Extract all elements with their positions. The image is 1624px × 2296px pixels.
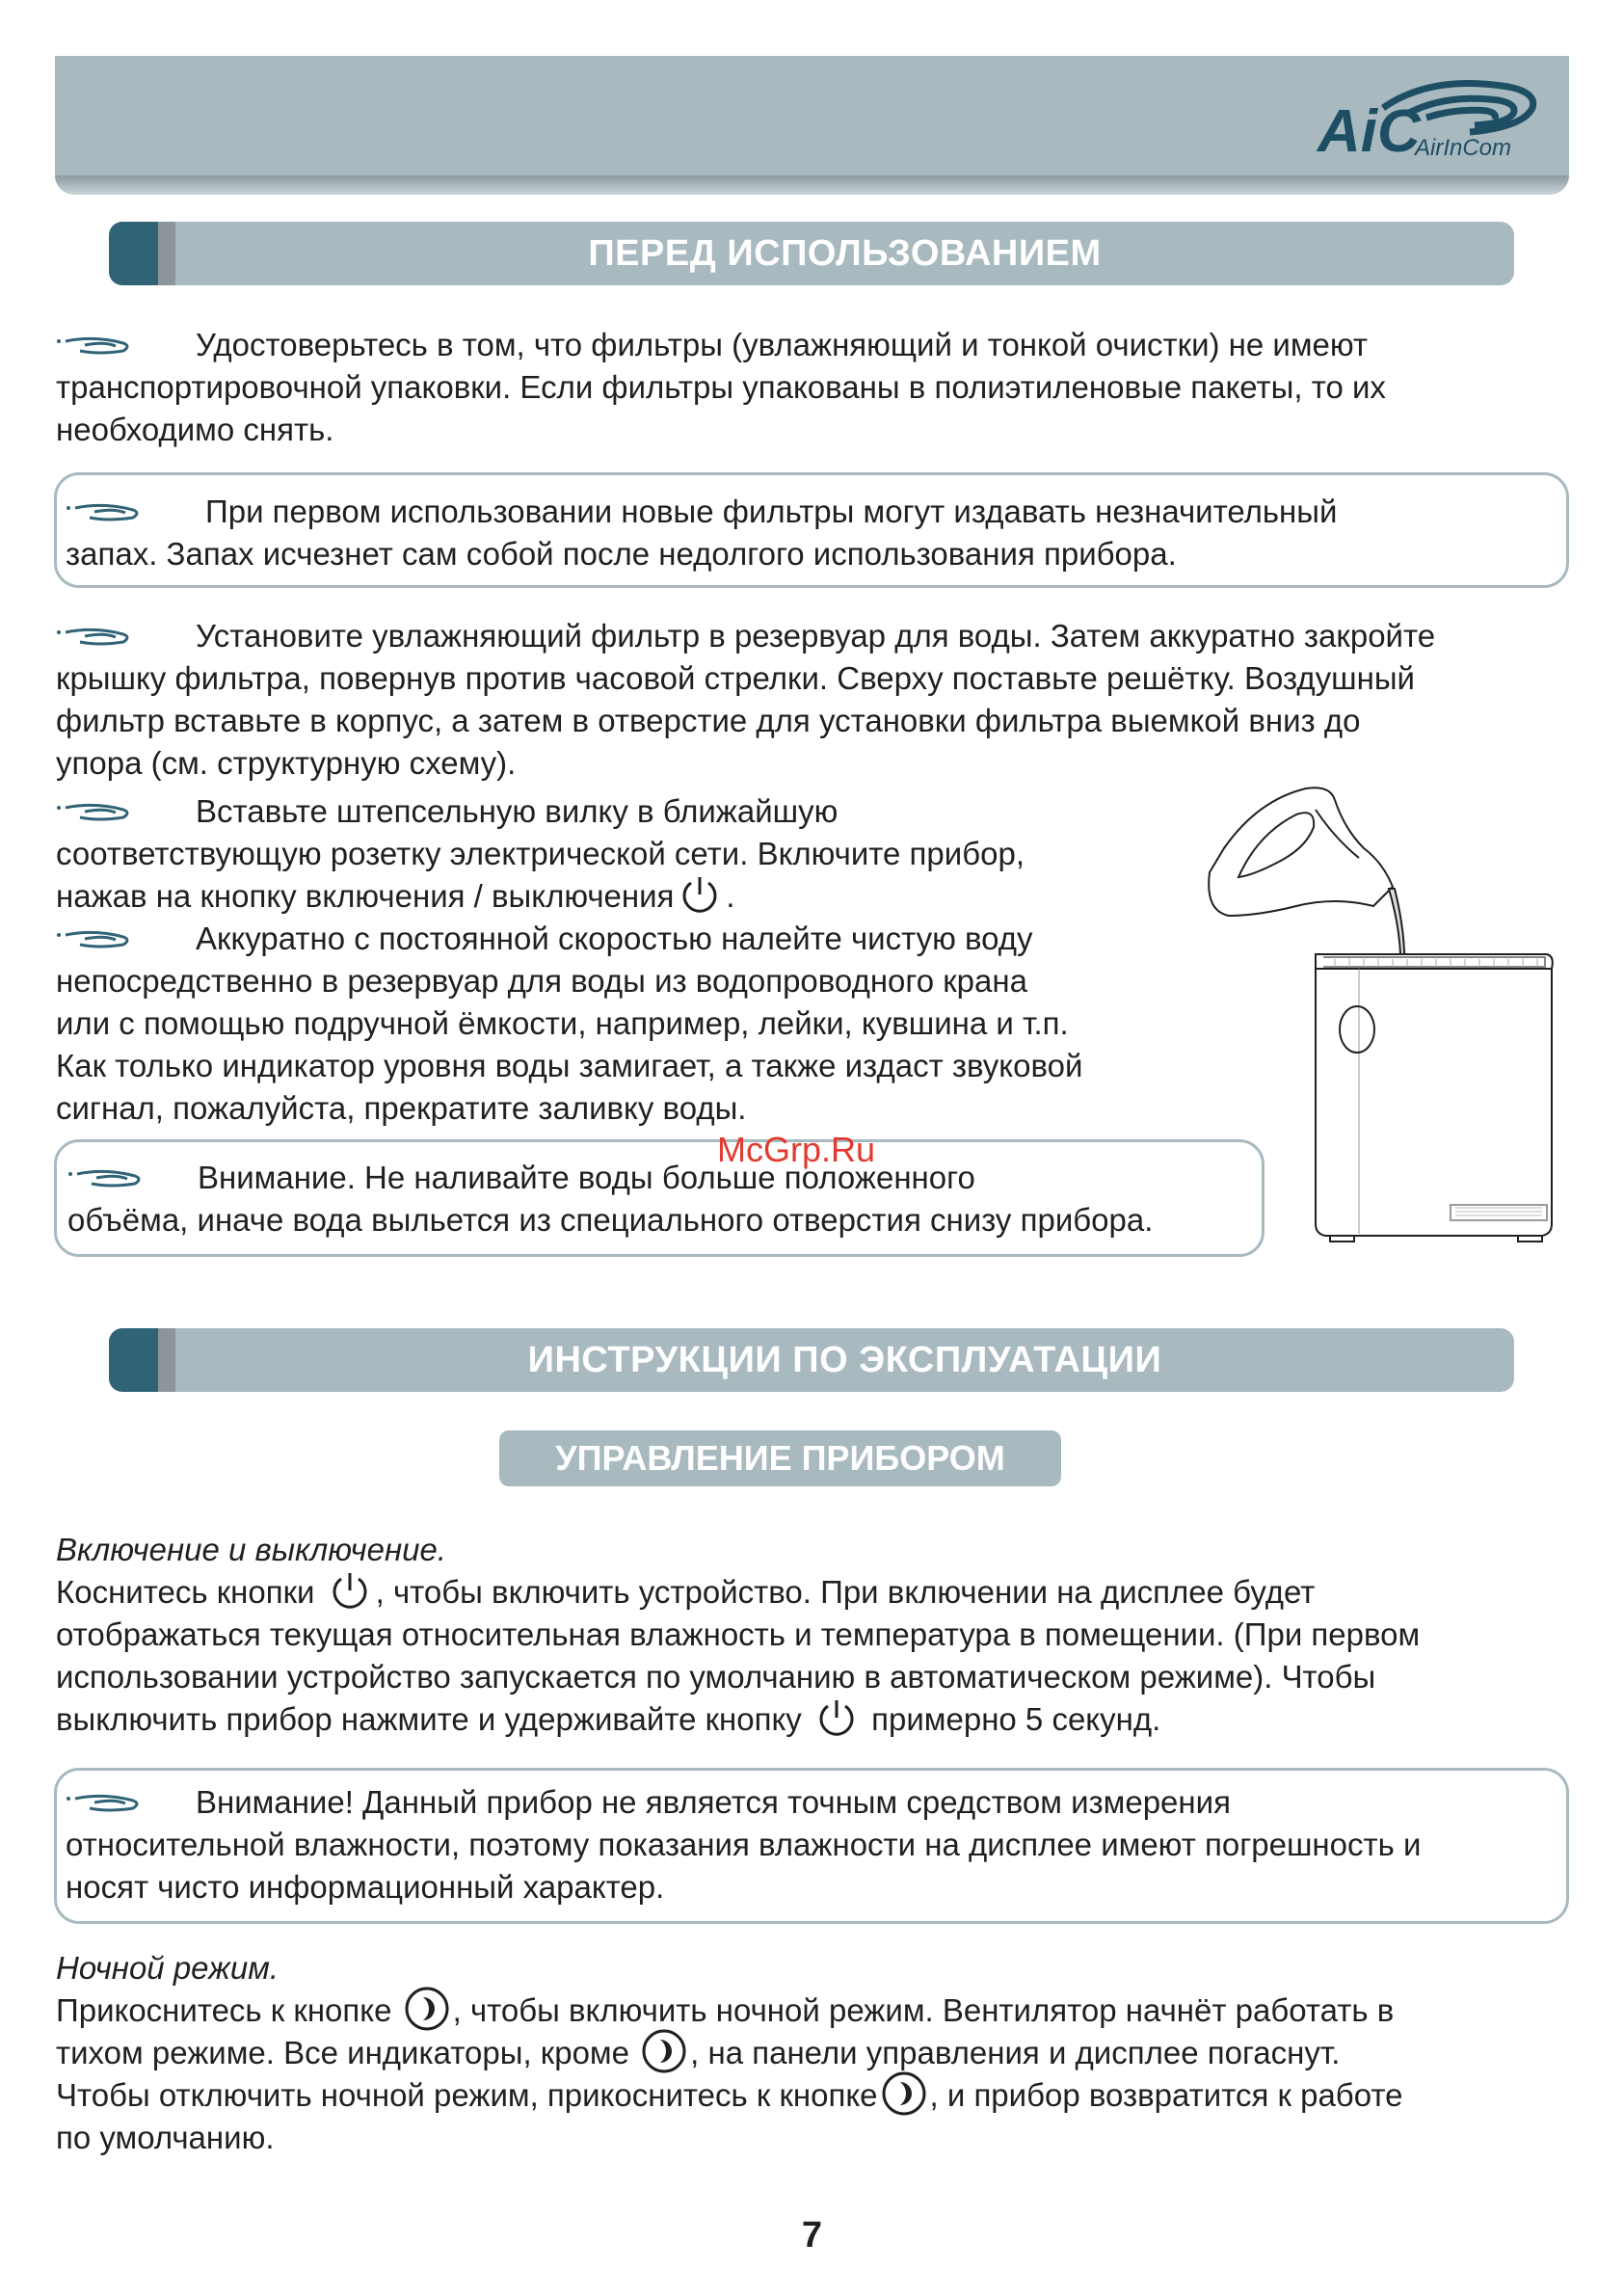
section-title: ИНСТРУКЦИИ ПО ЭКСПЛУАТАЦИИ xyxy=(527,1339,1162,1380)
text-line: тихом режиме. Все индикаторы, кроме xyxy=(56,2035,629,2070)
section-bar-accent xyxy=(109,1328,158,1392)
text-line: сигнал, пожалуйста, прекратите заливку воды. xyxy=(56,1090,747,1126)
text-line: необходимо снять. xyxy=(56,412,334,447)
night-mode-icon xyxy=(641,2028,687,2074)
paragraph-plug-in xyxy=(56,790,1025,918)
power-icon xyxy=(327,1567,373,1614)
logo-subtitle: AirInCom xyxy=(1415,135,1512,161)
logo-text: AiC xyxy=(1318,98,1421,165)
text-line: объёма, иначе вода выльется из специального отверстия снизу прибора. xyxy=(67,1202,1154,1238)
text-line: выключить прибор нажмите и удерживайте кнопку xyxy=(56,1701,802,1737)
text-line: Аккуратно с постоянной скоростью налейте чистую воду xyxy=(196,921,1033,956)
text-line: , и прибор возвратится к работе xyxy=(929,2077,1403,2113)
text-line: относительной влажности, поэтому показания влажности на дисплее имеют погрешность и xyxy=(66,1827,1422,1862)
text-line: , на панели управления и дисплее погаснут. xyxy=(690,2035,1341,2070)
text-line: При первом использовании новые фильтры могут издавать незначительный xyxy=(205,494,1338,529)
section-title: ПЕРЕД ИСПОЛЬЗОВАНИЕМ xyxy=(588,232,1102,274)
subsection-title-device-control: УПРАВЛЕНИЕ ПРИБОРОМ xyxy=(499,1430,1061,1486)
text-line: Вставьте штепсельную вилку в ближайшую xyxy=(196,793,839,829)
text-line: запах. Запах исчезнет сам собой после недолгого использования прибора. xyxy=(66,536,1177,572)
watermark-text: McGrp.Ru xyxy=(717,1130,876,1169)
text-line: примерно 5 секунд. xyxy=(871,1701,1161,1737)
paragraph-fill-water xyxy=(56,918,1082,1130)
text-line: Коснитесь кнопки xyxy=(56,1574,315,1610)
page-number: 7 xyxy=(801,2215,823,2256)
power-icon xyxy=(677,871,723,918)
subheading-power: Включение и выключение. xyxy=(56,1532,447,1567)
note-new-filters-odor xyxy=(66,491,1337,575)
humidifier-filling-illustration xyxy=(1200,781,1557,1253)
text-line: использовании устройство запускается по умолчанию в автоматическом режиме). Чтобы xyxy=(56,1659,1376,1695)
paragraph-install-filter xyxy=(56,615,1435,785)
text-line: нажав на кнопку включения / выключения xyxy=(56,878,675,914)
text-line: непосредственно в резервуар для воды из водопроводного крана xyxy=(56,963,1027,999)
subheading-night-mode: Ночной режим. xyxy=(56,1950,279,1986)
paragraph-power-on-off xyxy=(56,1529,1420,1741)
night-mode-icon xyxy=(881,2070,927,2117)
text-line: , чтобы включить устройство. При включении на дисплее будет xyxy=(375,1574,1316,1610)
text-line: упора (см. структурную схему). xyxy=(56,745,517,781)
text-line: Как только индикатор уровня воды замигает, а также издаст звуковой xyxy=(56,1048,1083,1083)
section-bar-operating-instructions xyxy=(109,1328,1514,1392)
power-icon xyxy=(813,1695,860,1741)
section-bar-accent-mid xyxy=(158,222,175,285)
text-line: отображаться текущая относительная влажность и температура в помещении. (При первом xyxy=(56,1616,1421,1652)
section-bar-accent xyxy=(109,222,158,285)
text-line: носят чисто информационный характер. xyxy=(66,1869,665,1905)
text-line: Чтобы отключить ночной режим, прикоснитесь к кнопке xyxy=(56,2077,878,2113)
text-line: Прикоснитесь к кнопке xyxy=(56,1992,392,2028)
text-line: , чтобы включить ночной режим. Вентилятор начнёт работать в xyxy=(452,1992,1395,2028)
paragraph-night-mode xyxy=(56,1947,1402,2159)
section-bar-accent-mid xyxy=(158,1328,175,1392)
text-line: соответствующую розетку электрической сети. Включите прибор, xyxy=(56,836,1025,871)
note-humidity-accuracy xyxy=(66,1781,1421,1909)
text-line: транспортировочной упаковки. Если фильтры упакованы в полиэтиленовые пакеты, то их xyxy=(56,369,1386,405)
text-line: . xyxy=(726,878,735,914)
night-mode-icon xyxy=(404,1986,450,2032)
text-line: Установите увлажняющий фильтр в резервуар для воды. Затем аккуратно закройте xyxy=(196,618,1436,654)
section-bar-before-use xyxy=(109,222,1514,285)
paragraph-filters-packaging xyxy=(56,324,1386,451)
text-line: Внимание! Данный прибор не является точным средством измерения xyxy=(196,1784,1231,1820)
text-line: или с помощью подручной ёмкости, например, лейки, кувшина и т.п. xyxy=(56,1005,1069,1041)
header-shadow xyxy=(55,175,1569,195)
text-line: Удостоверьтесь в том, что фильтры (увлажняющий и тонкой очистки) не имеют xyxy=(196,327,1369,362)
text-line: крышку фильтра, повернув против часовой стрелки. Сверху поставьте решётку. Воздушный xyxy=(56,660,1415,696)
note-water-overflow xyxy=(67,1157,1153,1241)
text-line: фильтр вставьте в корпус, а затем в отверстие для установки фильтра выемкой вниз до xyxy=(56,703,1361,738)
text-line: Внимание. Не наливайте воды больше положенного xyxy=(198,1160,975,1195)
text-line: по умолчанию. xyxy=(56,2120,275,2155)
